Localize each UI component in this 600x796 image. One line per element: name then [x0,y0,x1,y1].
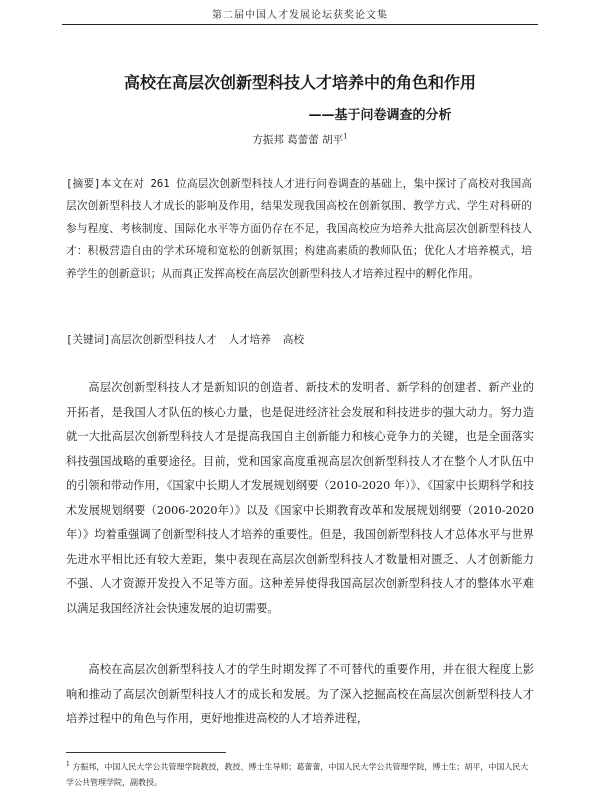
body-paragraph: 高校在高层次创新型科技人才的学生时期发挥了不可替代的重要作用，并在很大程度上影响和推动了高层次创新型科技人才的成长和发展。为了深入挖掘高校在高层次创新型科技人才培养过程中的角色与作用，更好地推进高校的人才培养进程， [66,663,534,725]
abstract-text: 本文在对 261 位高层次创新型科技人才进行问卷调查的基础上，集中探讨了高校对我国高层次创新型科技人才成长的影响及作用，结果发现我国高校在创新氛围、教学方式、学生对科研的参与程度、考核制度、国际化水平等方面仍存在不足，我国高校应为培养大批高层次创新型科技人才：积极营造自由的学术环境和宽松的创新氛围；构建高素质的教师队伍；优化人才培养模式，培养学生的创新意识；从而真正发挥高校在高层次创新型科技人才培养过程中的孵化作用。 [66,178,532,280]
footnote-mark: 1 [66,761,70,768]
author-line [40,132,560,147]
footnote [66,757,534,790]
running-head: 第二届中国人才发展论坛获奖论文集 [62,6,538,25]
author-footnote-mark: 1 [343,132,348,141]
body-paragraph: 高层次创新型科技人才是新知识的创造者、新技术的发明者、新学科的创建者、新产业的开拓者，是我国人才队伍的核心力量，也是促进经济社会发展和科技进步的强大动力。努力造就一大批高层次创新型科技人才是提高我国自主创新能力和核心竞争力的关键，也是全面落实科技强国战略的重要途径。目前，党和国家高度重视高层次创新型科技人才在整个人才队伍中的引领和带动作用，《国家中长期人才发展规划纲要（2010-2020 年）》、《国家中长期科学和技术发展规划纲要（2006-2020年）》以及《国家中长期教育改革和发展规划纲要（2010-2020 年）》均着重强调了创新型科技人才培养的重要性。但是，我国创新型科技人才总体水平与世界先进水平相比还有较大差距，集中表现在高层次创新型科技人才数量相对匮乏、人才创新能力不强、人才资源开发投入不足等方面。这种差异使得我国高层次创新型科技人才的整体水平难以满足我国经济社会快速发展的迫切需要。 [66,381,534,615]
footnote-divider [66,752,226,753]
keyword: 高校 [282,334,305,346]
paper-subtitle: ——基于问卷调查的分析 [308,108,452,123]
keywords [66,330,532,350]
keywords-label: [关键词] [66,334,111,346]
paper-title: 高校在高层次创新型科技人才培养中的角色和作用 [123,73,476,92]
abstract [66,173,532,285]
keyword: 人才培养 [228,334,271,346]
footnote-text: 方振邦，中国人民大学公共管理学院教授，教授、博士生导师；葛蕾蕾，中国人民大学公共管理学院，博士生；胡平，中国人民大学公共管理学院，副教授。 [66,762,529,787]
author-names: 方振邦 葛蕾蕾 胡平 [252,134,344,146]
abstract-label: [摘要] [66,178,101,190]
keyword: 高层次创新型科技人才 [110,334,217,346]
